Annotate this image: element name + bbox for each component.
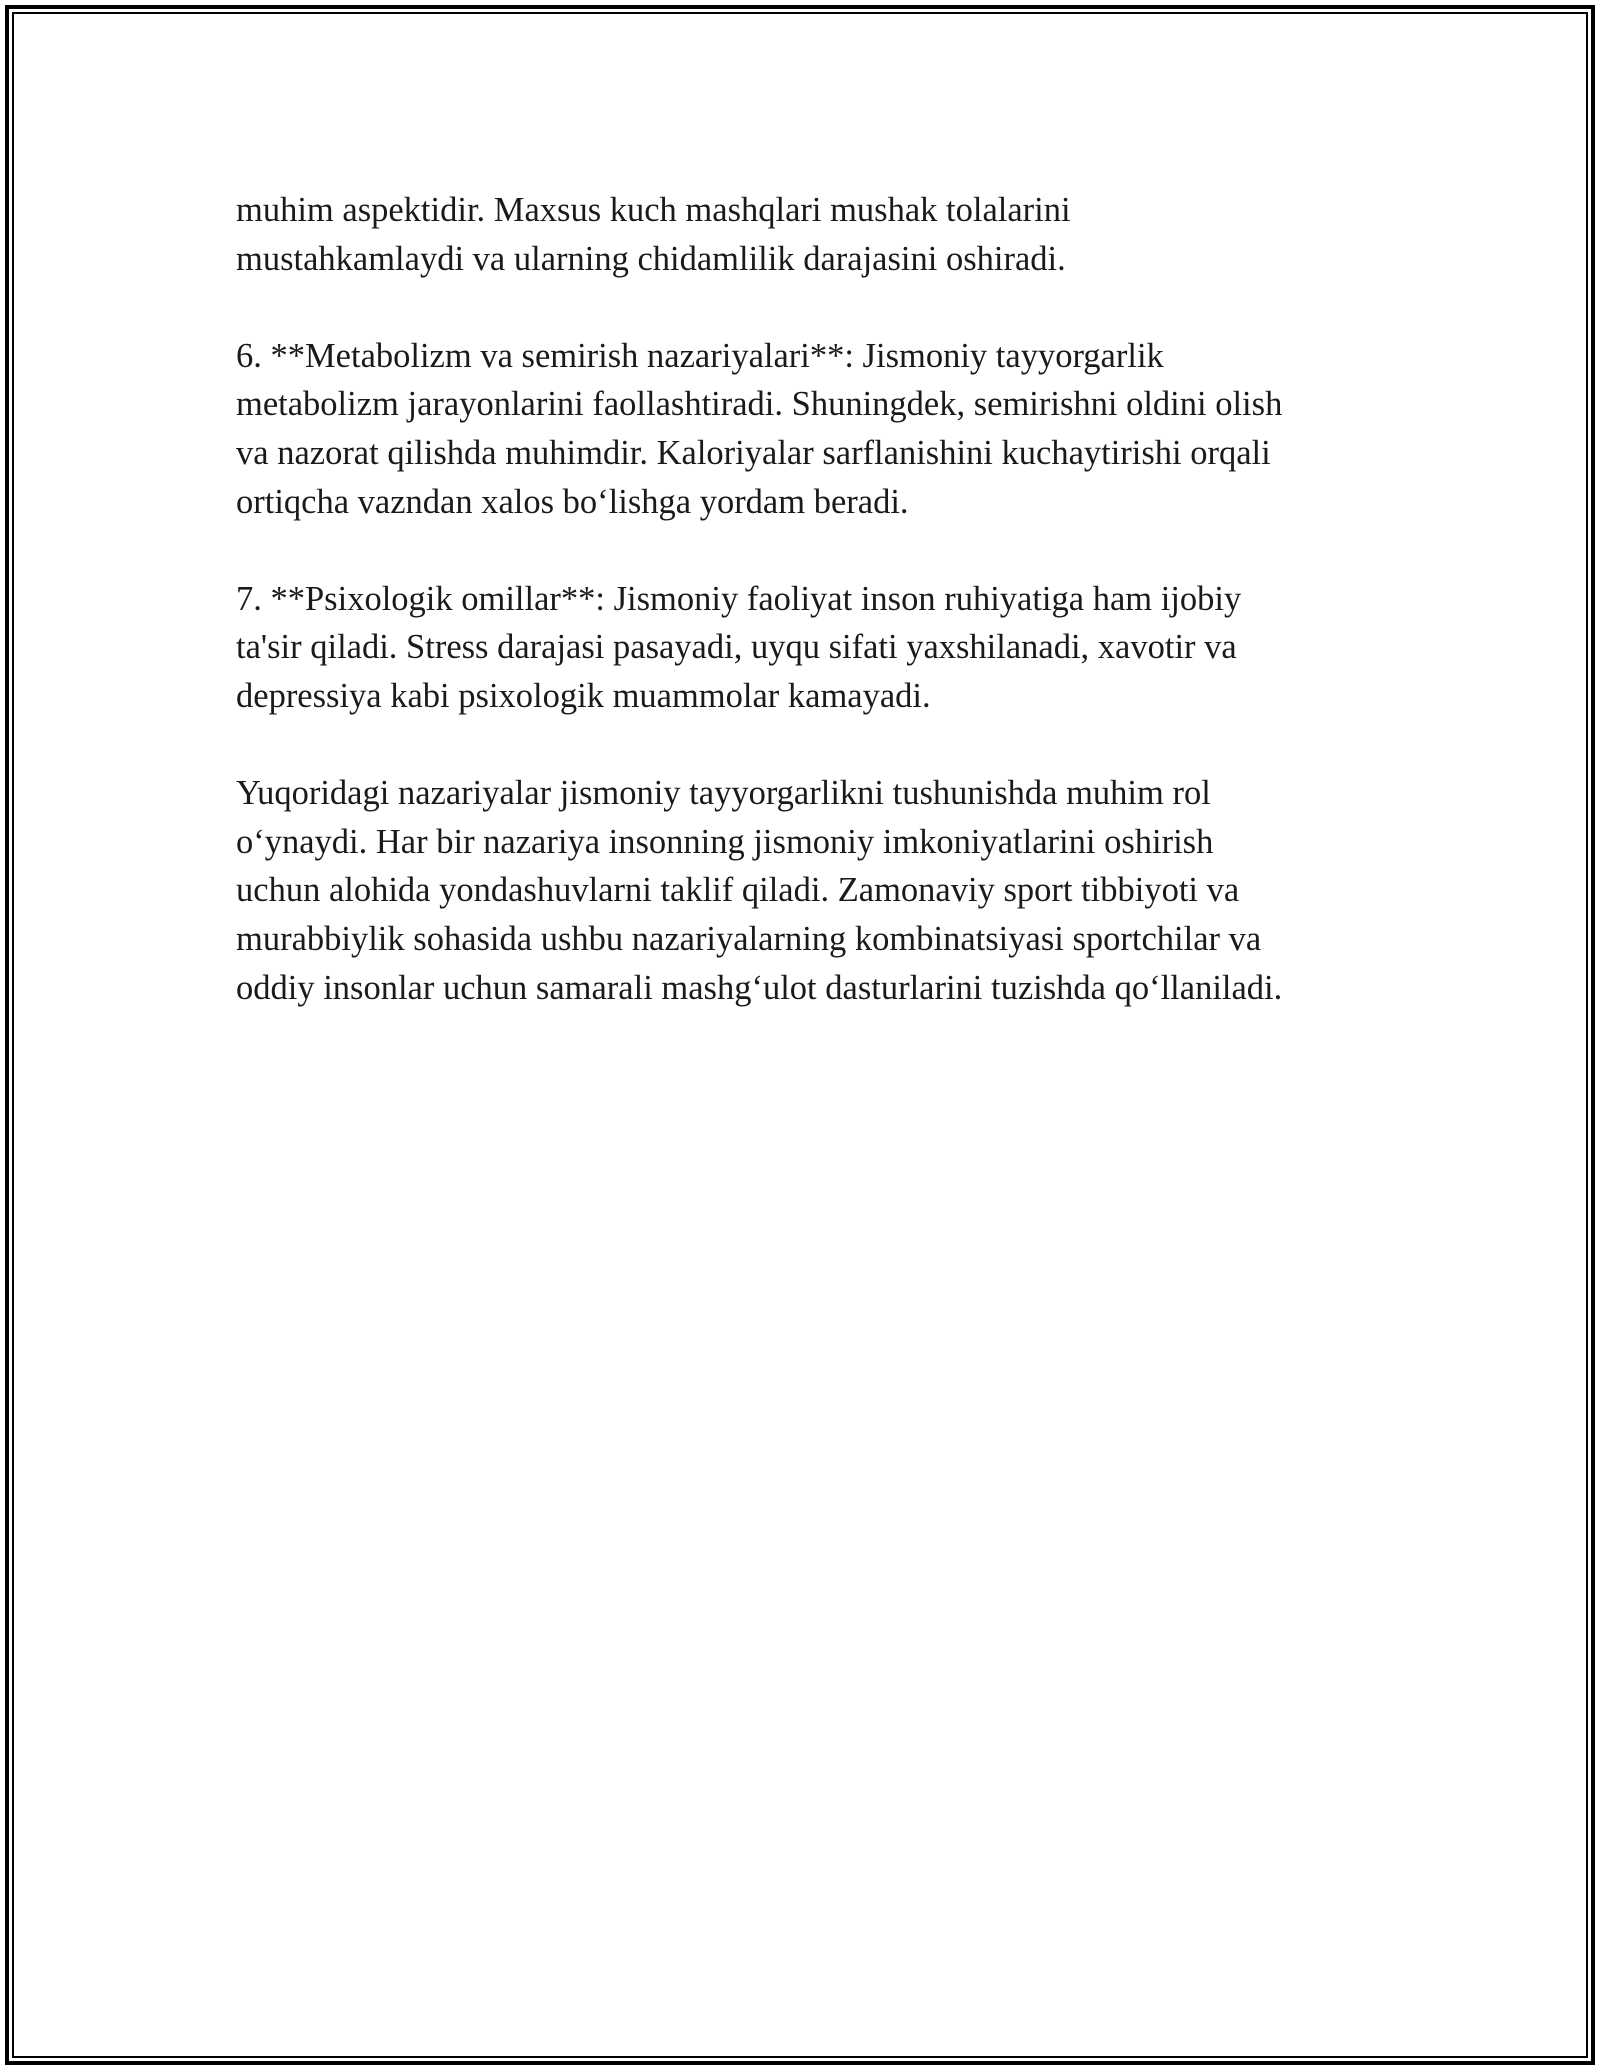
text-line: ortiqcha vazndan xalos bo‘lishga yordam beradi. bbox=[236, 482, 909, 521]
document-body bbox=[236, 186, 1376, 1061]
text-line: uchun alohida yondashuvlarni taklif qiladi. Zamonaviy sport tibbiyoti va bbox=[236, 871, 1240, 910]
paragraph-continuation bbox=[236, 186, 1376, 283]
paragraph-conclusion bbox=[236, 769, 1376, 1012]
text-line: mustahkamlaydi va ularning chidamlilik darajasini oshiradi. bbox=[236, 239, 1066, 278]
text-line: Yuqoridagi nazariyalar jismoniy tayyorgarlikni tushunishda muhim rol bbox=[236, 774, 1211, 813]
text-line: va nazorat qilishda muhimdir. Kaloriyalar sarflanishini kuchaytirishi orqali bbox=[236, 433, 1271, 472]
text-line: 7. **Psixologik omillar**: Jismoniy faoliyat inson ruhiyatiga ham ijobiy bbox=[236, 579, 1242, 618]
text-line: ta'sir qiladi. Stress darajasi pasayadi, uyqu sifati yaxshilanadi, xavotir va bbox=[236, 628, 1237, 667]
text-line: oddiy insonlar uchun samarali mashg‘ulot dasturlarini tuzishda qo‘llaniladi. bbox=[236, 968, 1283, 1007]
text-line: 6. **Metabolizm va semirish nazariyalari**: Jismoniy tayyorgarlik bbox=[236, 336, 1164, 375]
text-line: depressiya kabi psixologik muammolar kamayadi. bbox=[236, 676, 931, 715]
paragraph-metabolism bbox=[236, 332, 1376, 526]
text-line: muhim aspektidir. Maxsus kuch mashqlari mushak tolalarini bbox=[236, 191, 1071, 229]
text-line: metabolizm jarayonlarini faollashtiradi. Shuningdek, semirishni oldini olish bbox=[236, 385, 1283, 424]
paragraph-psychology bbox=[236, 575, 1376, 721]
text-line: o‘ynaydi. Har bir nazariya insonning jismoniy imkoniyatlarini oshirish bbox=[236, 822, 1214, 861]
text-line: murabbiylik sohasida ushbu nazariyalarning kombinatsiyasi sportchilar va bbox=[236, 919, 1262, 958]
